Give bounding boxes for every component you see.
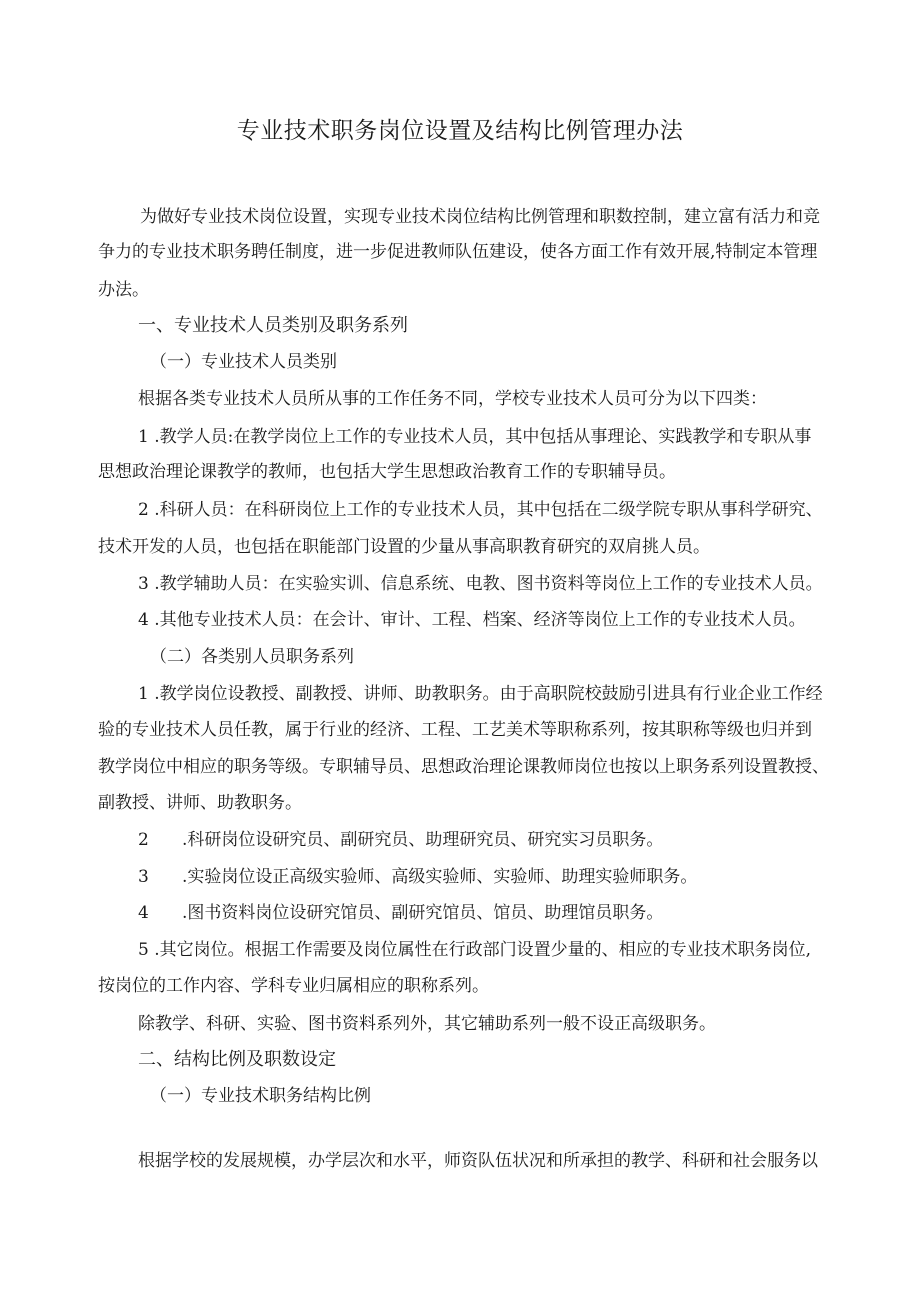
series-item-1-line-4: 副教授、讲师、助教职务。 <box>98 793 302 813</box>
series-item-3-text: .实验岗位设正高级实验师、高级实验师、实验师、助理实验师职务。 <box>182 867 698 887</box>
section-1-sub-1-lead: 根据各类专业技术人员所从事的工作任务不同，学校专业技术人员可分为以下四类： <box>138 389 767 409</box>
intro-line-2: 争力的专业技术职务聘任制度，进一步促进教师队伍建设，使各方面工作有效开展,特制定本管理 <box>98 242 818 262</box>
intro-line-1: 为做好专业技术岗位设置，实现专业技术岗位结构比例管理和职数控制，建立富有活力和竞 <box>140 207 820 227</box>
series-item-2-number: 2 <box>138 830 149 850</box>
series-item-2-text: .科研岗位设研究员、副研究员、助理研究员、研究实习员职务。 <box>182 830 664 850</box>
series-item-4 <box>138 902 663 924</box>
category-item-2-line-1: 2 .科研人员：在科研岗位上工作的专业技术人员，其中包括在二级学院专职从事科学研究、 <box>138 500 823 520</box>
series-item-1-line-3: 教学岗位中相应的职务等级。专职辅导员、思想政治理论课教师岗位也按以上职务系列设置教授、 <box>98 757 829 777</box>
series-item-2 <box>138 829 663 851</box>
series-item-1-line-2: 验的专业技术人员任教，属于行业的经济、工程、工艺美术等职称系列，按其职称等级也归并到 <box>98 720 812 740</box>
section-1-sub-2-heading: （二）各类别人员职务系列 <box>150 647 354 667</box>
series-item-1-line-1: 1 .教学岗位设教授、副教授、讲师、助教职务。由于高职院校鼓励引进具有行业企业工作经 <box>138 684 823 704</box>
series-note: 除教学、科研、实验、图书资料系列外，其它辅助系列一般不设正高级职务。 <box>138 1014 716 1034</box>
category-item-3: 3 .教学辅助人员：在实验实训、信息系统、电教、图书资料等岗位上工作的专业技术人员。 <box>138 574 823 594</box>
category-item-1-line-1: 1 .教学人员:在教学岗位上工作的专业技术人员，其中包括从事理论、实践教学和专职从事 <box>138 427 812 447</box>
section-2-sub-1-text: 根据学校的发展规模，办学层次和水平，师资队伍状况和所承担的教学、科研和社会服务以 <box>138 1151 818 1171</box>
series-item-5-line-1: 5 .其它岗位。根据工作需要及岗位属性在行政部门设置少量的、相应的专业技术职务岗位, <box>138 940 812 960</box>
section-1-heading: 一、专业技术人员类别及职务系列 <box>138 315 408 336</box>
category-item-4: 4 .其他专业技术人员：在会计、审计、工程、档案、经济等岗位上工作的专业技术人员。 <box>138 610 806 630</box>
section-1-sub-1-heading: （一）专业技术人员类别 <box>150 352 337 372</box>
category-item-1-line-2: 思想政治理论课教学的教师，也包括大学生思想政治教育工作的专职辅导员。 <box>98 462 676 482</box>
series-item-5-line-2: 按岗位的工作内容、学科专业归属相应的职称系列。 <box>98 976 489 996</box>
category-item-2-line-2: 技术开发的人员，也包括在职能部门设置的少量从事高职教育研究的双肩挑人员。 <box>98 537 710 557</box>
intro-line-3: 办法。 <box>98 280 149 300</box>
series-item-3-number: 3 <box>138 867 149 887</box>
series-item-4-text: .图书资料岗位设研究馆员、副研究馆员、馆员、助理馆员职务。 <box>182 903 664 923</box>
document-title: 专业技术职务岗位设置及结构比例管理办法 <box>236 118 684 144</box>
section-2-heading: 二、结构比例及职数设定 <box>138 1049 336 1070</box>
series-item-3 <box>138 866 697 888</box>
series-item-4-number: 4 <box>138 903 149 923</box>
section-2-sub-1-heading: （一）专业技术职务结构比例 <box>150 1086 371 1106</box>
